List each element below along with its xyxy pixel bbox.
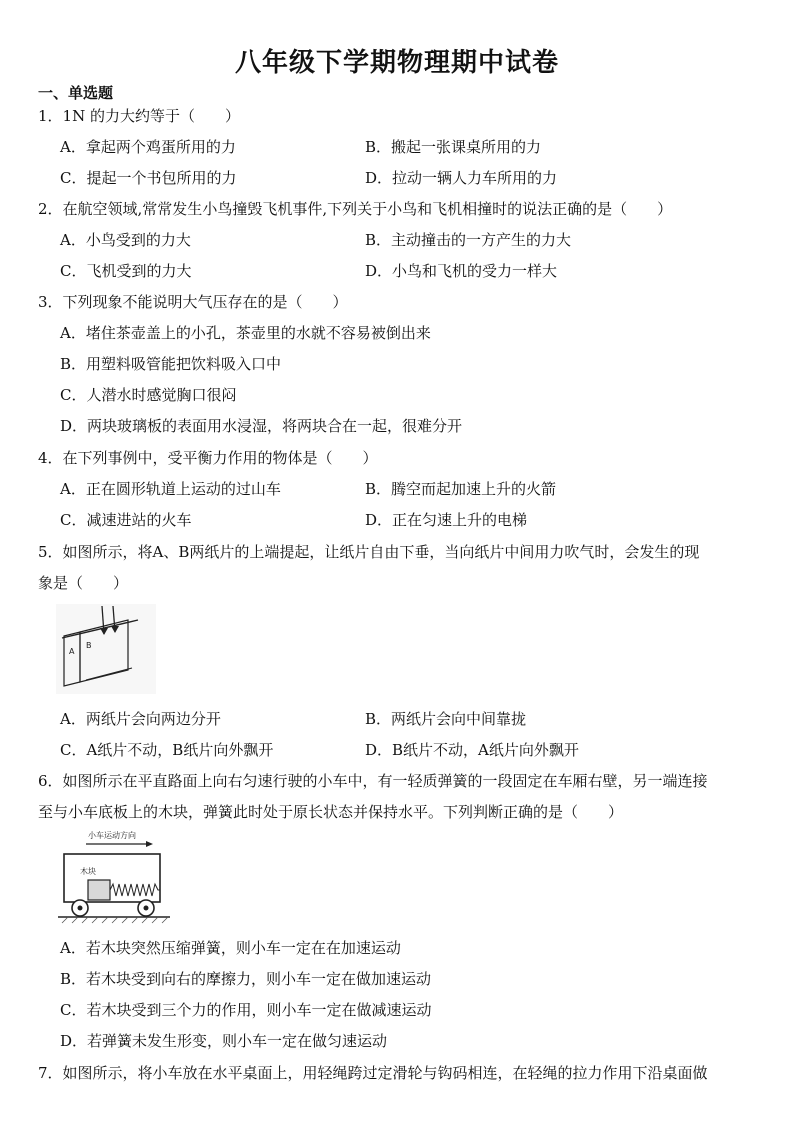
question-4-option-d: D．正在匀速上升的电梯 [365, 511, 528, 529]
question-3-option-a: A．堵住茶壶盖上的小孔，茶壶里的水就不容易被倒出来 [60, 324, 431, 342]
question-1-option-c: C．提起一个书包所用的力 [60, 169, 237, 187]
question-5-option-a: A．两纸片会向两边分开 [60, 710, 221, 728]
question-2-option-d: D．小鸟和飞机的受力一样大 [365, 262, 558, 280]
question-1-option-b: B．搬起一张课桌所用的力 [365, 138, 542, 156]
question-1-stem: 1．1N 的力大约等于（ ） [38, 107, 240, 125]
question-5-option-b: B．两纸片会向中间靠拢 [365, 710, 527, 728]
question-6-option-b: B．若木块受到向右的摩擦力，则小车一定在做加速运动 [60, 970, 432, 988]
label-b: B [86, 641, 92, 650]
question-3-option-c: C．人潜水时感觉胸口很闷 [60, 386, 237, 404]
ground-hatch [62, 917, 168, 923]
label-a: A [69, 647, 75, 656]
question-6-option-c: C．若木块受到三个力的作用，则小车一定在做减速运动 [60, 1001, 432, 1019]
question-4-stem: 4．在下列事例中，受平衡力作用的物体是（ ） [38, 449, 378, 467]
question-3-option-b: B．用塑料吸管能把饮料吸入口中 [60, 355, 282, 373]
wheel-right-hub [144, 906, 149, 911]
paper-strips-figure [56, 604, 156, 694]
question-3-stem: 3．下列现象不能说明大气压存在的是（ ） [38, 293, 348, 311]
question-6-stem-line-2: 至与小车底板上的木块，弹簧此时处于原长状态并保持水平。下列判断正确的是（ ） [38, 803, 624, 821]
block-label: 木块 [80, 867, 96, 876]
question-4-option-c: C．减速进站的火车 [60, 511, 192, 529]
question-1-option-a: A．拿起两个鸡蛋所用的力 [60, 138, 236, 156]
question-2-stem: 2．在航空领域,常常发生小鸟撞毁飞机事件,下列关于小鸟和飞机相撞时的说法正确的是（ ） [38, 200, 673, 218]
direction-arrow-head [146, 841, 153, 847]
question-5-option-c: C．A纸片不动，B纸片向外飘开 [60, 741, 274, 759]
question-6-option-d: D．若弹簧未发生形变，则小车一定在做匀速运动 [60, 1032, 388, 1050]
wooden-block [88, 880, 110, 900]
question-2-option-b: B．主动撞击的一方产生的力大 [365, 231, 572, 249]
question-5-stem-line-1: 5．如图所示，将A、B两纸片的上端提起，让纸片自由下垂，当向纸片中间用力吹气时，会发生的现 [38, 543, 700, 561]
section-heading: 一、单选题 [38, 84, 114, 102]
spring [110, 884, 160, 896]
direction-label: 小车运动方向 [88, 831, 136, 840]
question-2-option-a: A．小鸟受到的力大 [60, 231, 191, 249]
question-4-option-b: B．腾空而起加速上升的火箭 [365, 480, 557, 498]
page-title: 八年级下学期物理期中试卷 [234, 48, 559, 78]
cart-spring-figure [58, 828, 170, 924]
question-6-stem-line-1: 6．如图所示在平直路面上向右匀速行驶的小车中，有一轻质弹簧的一段固定在车厢右壁，另一端连接 [38, 772, 708, 790]
question-7-stem-line-1: 7．如图所示，将小车放在水平桌面上，用轻绳跨过定滑轮与钩码相连，在轻绳的拉力作用下沿桌面做 [38, 1064, 708, 1082]
question-3-option-d: D．两块玻璃板的表面用水浸湿，将两块合在一起，很难分开 [60, 417, 463, 435]
question-1-option-d: D．拉动一辆人力车所用的力 [365, 169, 558, 187]
question-5-option-d: D．B纸片不动，A纸片向外飘开 [365, 741, 579, 759]
wheel-left-hub [78, 906, 83, 911]
question-5-stem-line-2: 象是（ ） [38, 574, 129, 592]
question-2-option-c: C．飞机受到的力大 [60, 262, 192, 280]
question-6-option-a: A．若木块突然压缩弹簧，则小车一定在在加速运动 [60, 939, 401, 957]
question-4-option-a: A．正在圆形轨道上运动的过山车 [60, 480, 281, 498]
